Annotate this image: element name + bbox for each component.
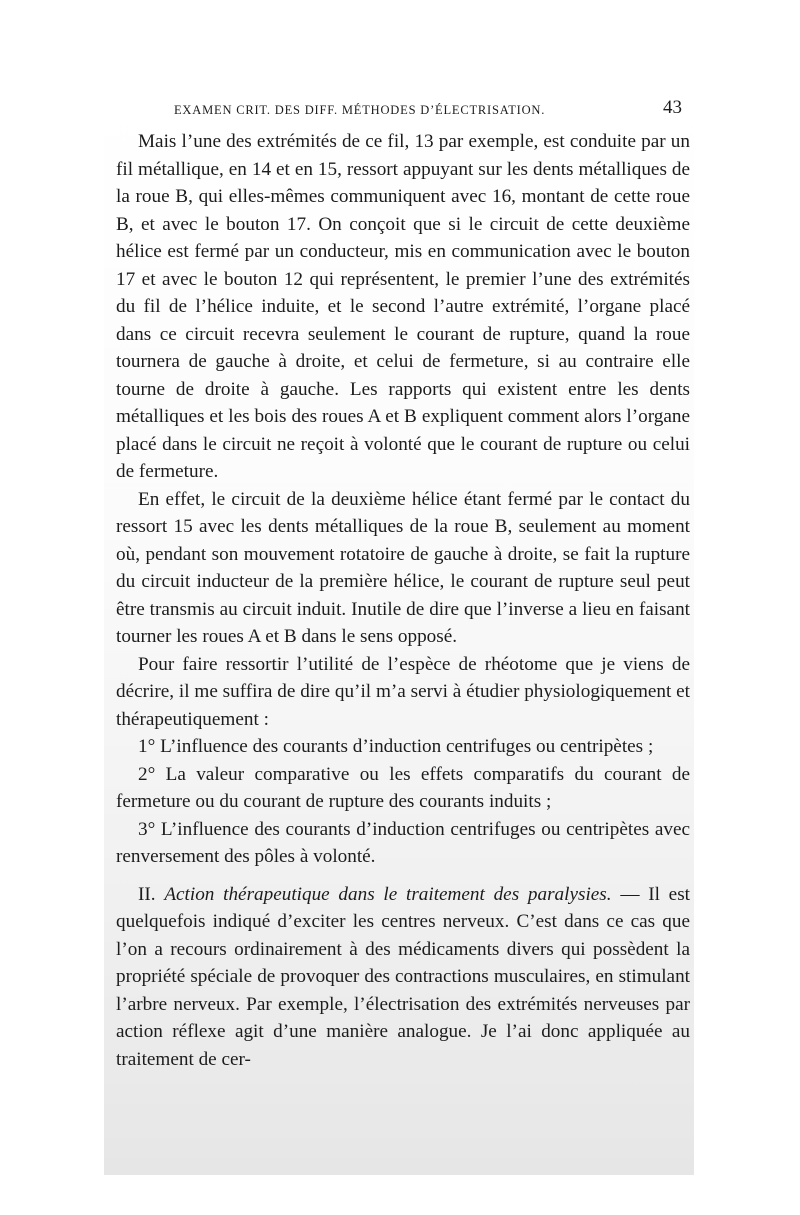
paragraph: Mais l’une des extrémités de ce fil, 13 par exemple, est conduite par un fil métallique, en 14 et en 15, ressort appuyant sur les dents métalliques de la roue B, qui elles-mêmes communiquent avec 16, montant de cette roue B, et avec le bouton 17. On conçoit que si le circuit de cette deuxième hélice est fermé par un conducteur, mis en communication avec le bouton 17 et avec le bouton 12 qui représentent, le premier l’une des extrémités du fil de l’hélice induite, et le second l’autre extrémité, l’organe placé dans ce circuit recevra seulement le courant de rupture, quand la roue tournera de gauche à droite, et celui de fermeture, si au contraire elle tourne de droite à gauche. Les rapports qui existent entre les dents métalliques et les bois des roues A et B expliquent comment alors l’organe placé dans le circuit ne reçoit à volonté que le courant de rupture ou celui de fermeture.: [116, 131, 690, 482]
page-header: [116, 97, 688, 126]
section-paragraph: [116, 881, 690, 1074]
body-text: [116, 128, 690, 1073]
paragraph: Pour faire ressortir l’utilité de l’espèce de rhéotome que je viens de décrire, il me suffira de dire qu’il m’a servi à étudier physiologiquement et thérapeutiquement :: [116, 653, 690, 730]
running-title: EXAMEN CRIT. DES DIFF. MÉTHODES D’ÉLECTRISATION.: [174, 103, 546, 117]
page-number: 43: [663, 97, 682, 118]
section-text: Il est quelquefois indiqué d’exciter les centres nerveux. C’est dans ce cas que l’on a recours ordinairement à des médicaments divers qui possèdent la propriété spéciale de provoquer des contractions musculaires, en stimulant l’arbre nerveux. Par exemple, l’électrisation des extrémités nerveuses par action réflexe agit d’une manière analogue. Je l’ai donc appliquée au traitement de cer-: [116, 883, 691, 1070]
list-item: 2° La valeur comparative ou les effets comparatifs du courant de fermeture ou du courant de rupture des courants induits ;: [116, 763, 690, 812]
section-title: Action thérapeutique dans le traitement des paralysies.: [164, 883, 612, 905]
list-item: 3° L’influence des courants d’induction centrifuges ou centripètes avec renversement des pôles à volonté.: [116, 818, 690, 867]
section-number: II.: [138, 883, 156, 905]
list-item: 1° L’influence des courants d’induction centrifuges ou centripètes ;: [138, 736, 654, 757]
section-dash: —: [620, 883, 640, 905]
paragraph: En effet, le circuit de la deuxième hélice étant fermé par le contact du ressort 15 avec les dents métalliques de la roue B, seulement au moment où, pendant son mouvement rotatoire de gauche à droite, se fait la rupture du circuit inducteur de la première hélice, le courant de rupture seul peut être transmis au circuit induit. Inutile de dire que l’inverse a lieu en faisant tourner les roues A et B dans le sens opposé.: [116, 488, 690, 647]
